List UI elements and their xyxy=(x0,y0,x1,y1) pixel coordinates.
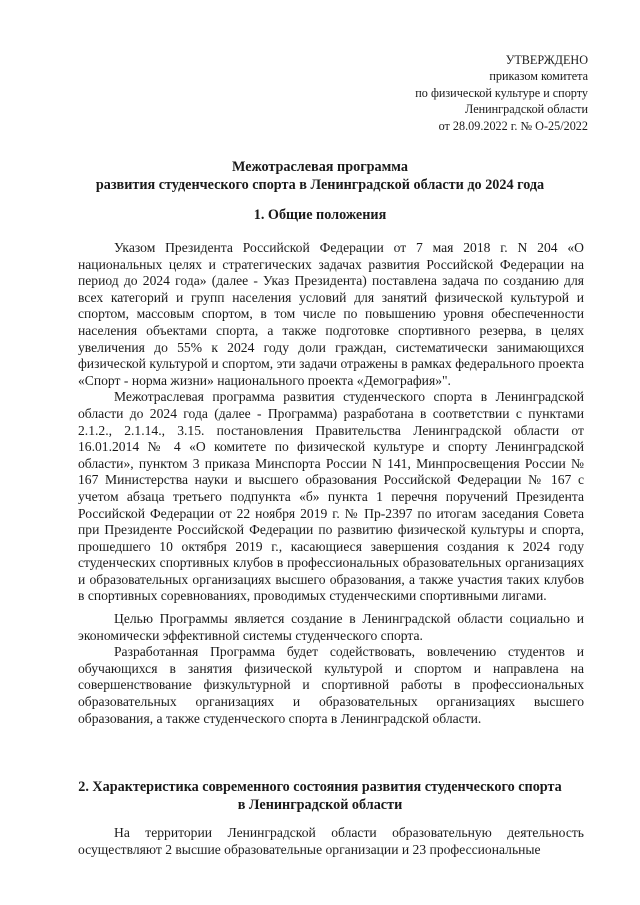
approval-line: по физической культуре и спорту xyxy=(415,85,588,100)
document-title-line: Межотраслевая программа xyxy=(232,159,408,175)
section-heading: 1. Общие положения xyxy=(253,207,387,223)
document-title-line: развития студенческого спорта в Ленинградской области до 2024 года xyxy=(95,177,545,193)
section-body xyxy=(78,240,584,727)
section-heading xyxy=(0,778,640,814)
paragraph: Целью Программы является создание в Ленинградской области социально и экономически эффективной системы студенческого спорта. xyxy=(78,611,584,643)
approval-line: УТВЕРЖДЕНО xyxy=(505,53,588,67)
approval-line: приказом комитета xyxy=(489,69,588,84)
section-heading-line: 2. Характеристика современного состояния развития студенческого спорта xyxy=(78,779,562,795)
section-heading-line: в Ленинградской области xyxy=(237,797,403,813)
paragraph: Межотраслевая программа развития студенческого спорта в Ленинградской области до 2024 года (далее - Программа) разработана в соответствии с пунктами 2.1.2., 2.1.14., 3.15. постановления Правительства Ленинградской области от 16.01.2014 № 4 «О комитете по физической культуре и спорту Ленинградской области», пунктом 3 приказа Минспорта России N 141, Минпросвещения России № 167 Министерства науки и высшего образования Российской Федерации № 167 с учетом абзаца третьего подпункта «б» пункта 1 перечня поручений Президента Российской Федерации от 22 ноября 2019 г. № Пр-2397 по итогам заседания Совета при Президенте Российской Федерации по развитию физической культуры и спорта, прошедшего 10 октября 2019 г., касающиеся завершения создания к 2024 году студенческих спортивных клубов в профессиональных образовательных организациях и образовательных организациях высшего образования, а также участия таких клубов в спортивных соревнованиях, проводимых студенческими спортивными лигами. xyxy=(78,389,584,604)
section-body xyxy=(78,825,584,858)
approval-line: Ленинградской области xyxy=(465,102,588,117)
paragraph: На территории Ленинградской области образовательную деятельность осуществляют 2 высшие образовательные организации и 23 профессиональные xyxy=(78,825,584,857)
approval-line: от 28.09.2022 г. № О-25/2022 xyxy=(438,118,588,133)
document-title xyxy=(0,158,640,194)
paragraph: Указом Президента Российской Федерации от 7 мая 2018 г. N 204 «О национальных целях и стратегических задачах развития Российской Федерации на период до 2024 года» (далее - Указ Президента) поставлена задача по созданию для всех категорий и групп населения условий для занятий физической культурой и спортом, массовым спортом, в том числе по повышению уровня обеспеченности населения объектами спорта, а также подготовке спортивного резерва, в целях увеличения до 55% к 2024 году доли граждан, систематически занимающихся физической культурой и спортом, эти задачи отражены в рамках федерального проекта «Спорт - норма жизни» национального проекта «Демография»". xyxy=(78,240,584,388)
approval-stamp xyxy=(415,52,588,134)
paragraph: Разработанная Программа будет содействовать, вовлечению студентов и обучающихся в занятия физической культурой и спортом и направлена на совершенствование физкультурной и спортивной работы в профессиональных образовательных организациях и образовательных организациях высшего образования, а также студенческого спорта в Ленинградской области. xyxy=(78,644,584,726)
